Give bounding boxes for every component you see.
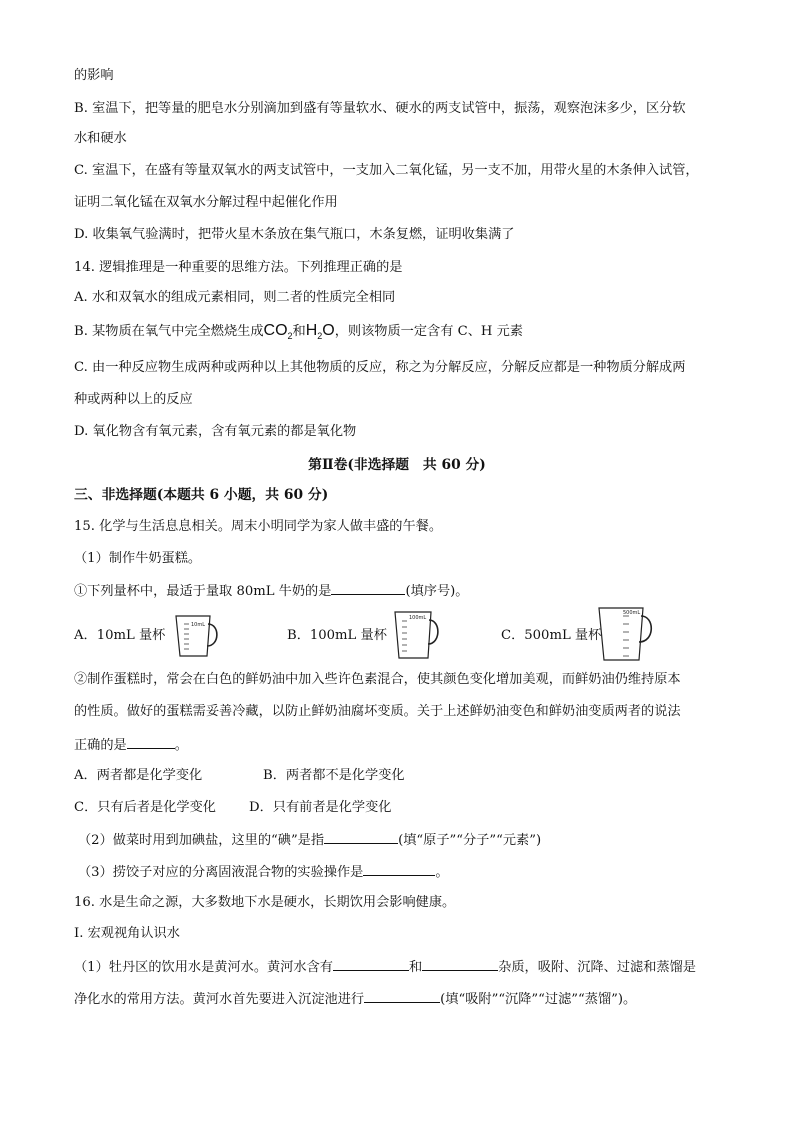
q13-option-c-line2: 证明二氧化锰在双氧水分解过程中起催化作用: [74, 195, 338, 210]
q16-sub1-line2: [74, 988, 636, 1010]
cup-c-capacity: 500mL: [623, 610, 641, 616]
co2-symbol: CO: [263, 322, 288, 339]
answer-blank[interactable]: [363, 861, 435, 876]
cup-option-c: [501, 610, 721, 660]
q16-sub1-text: （1）牡丹区的饮用水是黄河水。黄河水含有: [74, 960, 333, 975]
q16-sub1-line2-text: 净化水的常用方法。黄河水首先要进入沉淀池进行: [74, 992, 365, 1007]
h2o-h: H: [305, 322, 318, 339]
q13-option-c-line1: C. 室温下，在盛有等量双氧水的两支试管中，一支加入二氧化锰，另一支不加，用带火星的木条伸入试管，: [74, 163, 699, 178]
q14-option-b: [74, 321, 523, 346]
q15-sub1-q1: [74, 580, 468, 602]
answer-blank[interactable]: [324, 829, 398, 844]
q16-sub1-line2-hint: (填“吸附”“沉降”“过滤”“蒸馏”)。: [440, 992, 637, 1007]
q15-sub2-hint: (填“原子”“分子”“元素”): [398, 833, 542, 848]
answer-blank[interactable]: [333, 956, 409, 971]
q15-sub1-q2-line2: 的性质。做好的蛋糕需妥善冷藏，以防止鲜奶油腐坏变质。关于上述鲜奶油变色和鲜奶油变质两者的说法: [74, 704, 681, 719]
q16-sub1-line1: [74, 956, 696, 978]
q15-stem: 15. 化学与生活息息相关。周末小明同学为家人做丰盛的午餐。: [74, 519, 443, 534]
part-3-title: 三、非选择题(本题共 6 小题，共 60 分): [74, 487, 329, 503]
section-2-title: 第Ⅱ卷(非选择题 共 60 分): [308, 457, 486, 473]
q14-b-and: 和: [292, 324, 306, 339]
q14-b-suffix: ，则该物质一定含有 C、H 元素: [334, 324, 523, 339]
cup-option-a: [74, 610, 274, 660]
q14-option-c-line1: C. 由一种反应物生成两种或两种以上其他物质的反应，称之为分解反应，分解反应都是一种物质分解成两: [74, 360, 686, 375]
cup-option-b: [287, 610, 487, 660]
q15-sub3-text: （3）捞饺子对应的分离固液混合物的实验操作是: [78, 865, 364, 880]
answer-blank[interactable]: [331, 580, 405, 595]
cup-option-c-label: C．500mL 量杯: [501, 628, 602, 643]
answer-blank[interactable]: [364, 988, 440, 1003]
measuring-cup-icon: [174, 612, 222, 658]
cup-b-capacity: 100mL: [409, 615, 427, 621]
q15-sub3: [78, 861, 449, 883]
measuring-cup-icon: [393, 608, 443, 660]
cup-option-a-label: A．10mL 量杯: [74, 628, 166, 643]
q15-sub1-q1-text: ①下列量杯中，最适于量取 80mL 牛奶的是: [74, 584, 332, 599]
q15-sub2-text: （2）做菜时用到加碘盐，这里的“碘”是指: [78, 833, 325, 848]
q14-option-d: D. 氧化物含有氧元素，含有氧元素的都是氧化物: [74, 424, 357, 439]
q16-sub1-and: 和: [408, 960, 423, 975]
q16-stem: 16. 水是生命之源，大多数地下水是硬水，长期饮用会影响健康。: [74, 895, 456, 910]
measuring-cup-icon: [597, 604, 657, 662]
q15-sub1-q2-line3: [74, 734, 188, 756]
h2o-subscript: 2: [317, 331, 323, 342]
q15-option-d: D．只有前者是化学变化: [249, 800, 392, 815]
q15-sub1: （1）制作牛奶蛋糕。: [74, 551, 202, 566]
co2-formula: [263, 322, 293, 342]
q15-sub1-q1-hint: (填序号)。: [405, 584, 469, 599]
q13-a-continuation: 的影响: [74, 68, 114, 83]
q15-sub3-suffix: 。: [435, 865, 449, 880]
cup-a-capacity: 10mL: [191, 622, 206, 628]
q15-sub2: [78, 829, 541, 851]
q13-option-d: D. 收集氧气验满时，把带火星木条放在集气瓶口，木条复燃，证明收集满了: [74, 227, 515, 242]
q16-sub1-suffix: 杂质，吸附、沉降、过滤和蒸馏是: [498, 960, 696, 975]
cup-option-b-label: B．100mL 量杯: [287, 628, 387, 643]
q15-sub1-q2-suffix: 。: [174, 738, 188, 753]
q15-option-c: C．只有后者是化学变化: [74, 800, 216, 815]
answer-blank[interactable]: [127, 734, 175, 749]
answer-blank[interactable]: [422, 956, 498, 971]
h2o-formula: [305, 322, 335, 342]
q13-option-b-line1: B. 室温下，把等量的肥皂水分别滴加到盛有等量软水、硬水的两支试管中，振荡，观察泡沫多少，区分软: [74, 101, 686, 116]
q14-b-prefix: B. 某物质在氧气中完全燃烧生成: [74, 324, 264, 339]
q13-option-b-line2: 水和硬水: [74, 131, 127, 146]
q15-option-b: B．两者都不是化学变化: [263, 768, 405, 783]
q15-option-a: A．两者都是化学变化: [74, 768, 203, 783]
q14-stem: 14. 逻辑推理是一种重要的思维方法。下列推理正确的是: [74, 260, 403, 275]
q16-part1-title: I. 宏观视角认识水: [74, 926, 180, 941]
co2-subscript: 2: [287, 331, 293, 342]
q15-sub1-q2-prefix: 正确的是: [74, 738, 127, 753]
q14-option-c-line2: 种或两种以上的反应: [74, 392, 193, 407]
q15-sub1-q2-line1: ②制作蛋糕时，常会在白色的鲜奶油中加入些许色素混合，使其颜色变化增加美观，而鲜奶油仍维持原本: [74, 672, 681, 687]
q14-option-a: A. 水和双氧水的组成元素相同，则二者的性质完全相同: [74, 290, 396, 305]
h2o-o: O: [322, 322, 335, 339]
